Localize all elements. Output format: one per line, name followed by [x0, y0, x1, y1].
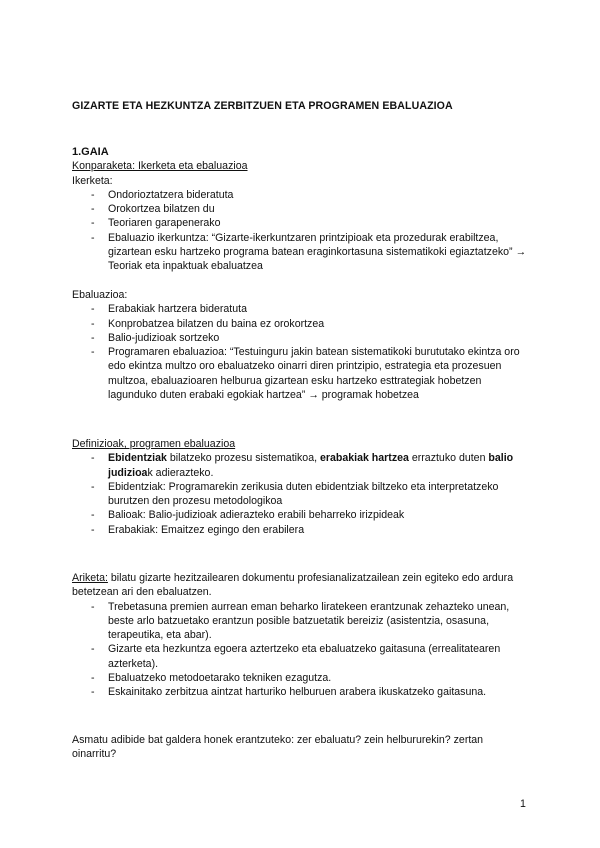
section-ariketa	[72, 571, 532, 700]
section-konparaketa	[72, 145, 532, 402]
list-item: - Ondorioztatzera bideratuta	[108, 188, 532, 202]
list-item	[108, 451, 532, 480]
list-item: - Ebidentziak: Programarekin zerikusia duten ebidentziak biltzeko eta interpretatzeko burutzen den prozesu metodologikoa	[108, 480, 532, 509]
page-number: 1	[520, 798, 526, 810]
list-item: - Trebetasuna premien aurrean eman beharko liratekeen erantzunak zehazteko unean, beste arlo batzuetako erantzun posible batzuetatik bereiziz (asistentzia, osasuna, terapeutika, eta abar).	[108, 600, 532, 643]
text-span: erraztuko duten	[408, 452, 489, 465]
text-span: k adierazteko.	[147, 466, 214, 479]
document-title: GIZARTE ETA HEZKUNTZA ZERBITZUEN ETA PROGRAMEN EBALUAZIOA	[72, 100, 453, 112]
list-item: - Orokortzea bilatzen du	[108, 202, 532, 216]
list-item: - Programaren ebaluazioa: “Testuinguru jakin batean sistematikoki burututako ekintza oro edo ekintza multzo oro ebaluatzeko oinarri diren printzipio, estrategia eta prozesuen multzoa, ebaluazioaren helburua gizartean esku hartzeko esttrategiak hobetzen lagunduko duten erabaki egokiak hartzea” → programak hobetzea	[108, 345, 532, 402]
bold-term: balio judizioa	[108, 452, 514, 479]
list-item: - Teoriaren garapenerako	[108, 216, 532, 230]
list-item: - Gizarte eta hezkuntza egoera aztertzeko eta ebaluatzeko gaitasuna (errealitatearen azterketa).	[108, 642, 532, 671]
ebaluazioa-list	[72, 302, 532, 402]
ariketa-list	[72, 600, 532, 700]
list-item: - Konprobatzea bilatzen du baina ez orokortzea	[108, 317, 532, 331]
definizioak-list	[72, 451, 532, 537]
bold-term: Ebidentziak	[108, 452, 167, 465]
ariketa-paragraph	[72, 571, 532, 600]
list-item: - Erabakiak: Emaitzez egingo den erabilera	[108, 523, 532, 537]
list-item: - Erabakiak hartzera bideratuta	[108, 302, 532, 316]
chapter-heading: 1.GAIA	[72, 146, 109, 158]
list-item: - Balioak: Balio-judizioak adierazteko erabili beharreko irizpideak	[108, 508, 532, 522]
bold-term: erabakiak hartzea	[319, 452, 409, 465]
ariketa-intro: bilatu gizarte hezitzailearen dokumentu profesianalizatzailean zein egiteko edo ardura betetzean ari den ebaluatzen.	[72, 572, 514, 599]
list-item: - Eskainitako zerbitzua aintzat harturiko helburuen arabera ikuskatzeko gaitasuna.	[108, 685, 532, 699]
list-item: - Ebaluazio ikerkuntza: “Gizarte-ikerkuntzaren printzipioak eta prozedurak erabiltzea, gizartean esku hartzeko programa batean eraginkortasuna sistematikoki egiaztatzeko” → Teoriak eta inpaktuak ebaluatzea	[108, 231, 532, 274]
section-definizioak	[72, 437, 532, 537]
list-item: - Balio-judizioak sortzeko	[108, 331, 532, 345]
section-heading-definizioak: Definizioak, programen ebaluazioa	[72, 438, 236, 450]
closing-question: Asmatu adibide bat galdera honek erantzuteko: zer ebaluatu? zein helbururekin? zertan oinarritu?	[72, 734, 484, 761]
ikerketa-label: Ikerketa:	[72, 174, 113, 187]
ariketa-label: Ariketa:	[72, 572, 108, 584]
ebaluazioa-label: Ebaluazioa:	[72, 288, 128, 301]
text-span: bilatzeko prozesu sistematikoa,	[166, 452, 320, 465]
list-item: - Ebaluatzeko metodoetarako tekniken ezagutza.	[108, 671, 532, 685]
ikerketa-list	[72, 188, 532, 274]
section-heading-konparaketa: Konparaketa: Ikerketa eta ebaluazioa	[72, 160, 248, 173]
